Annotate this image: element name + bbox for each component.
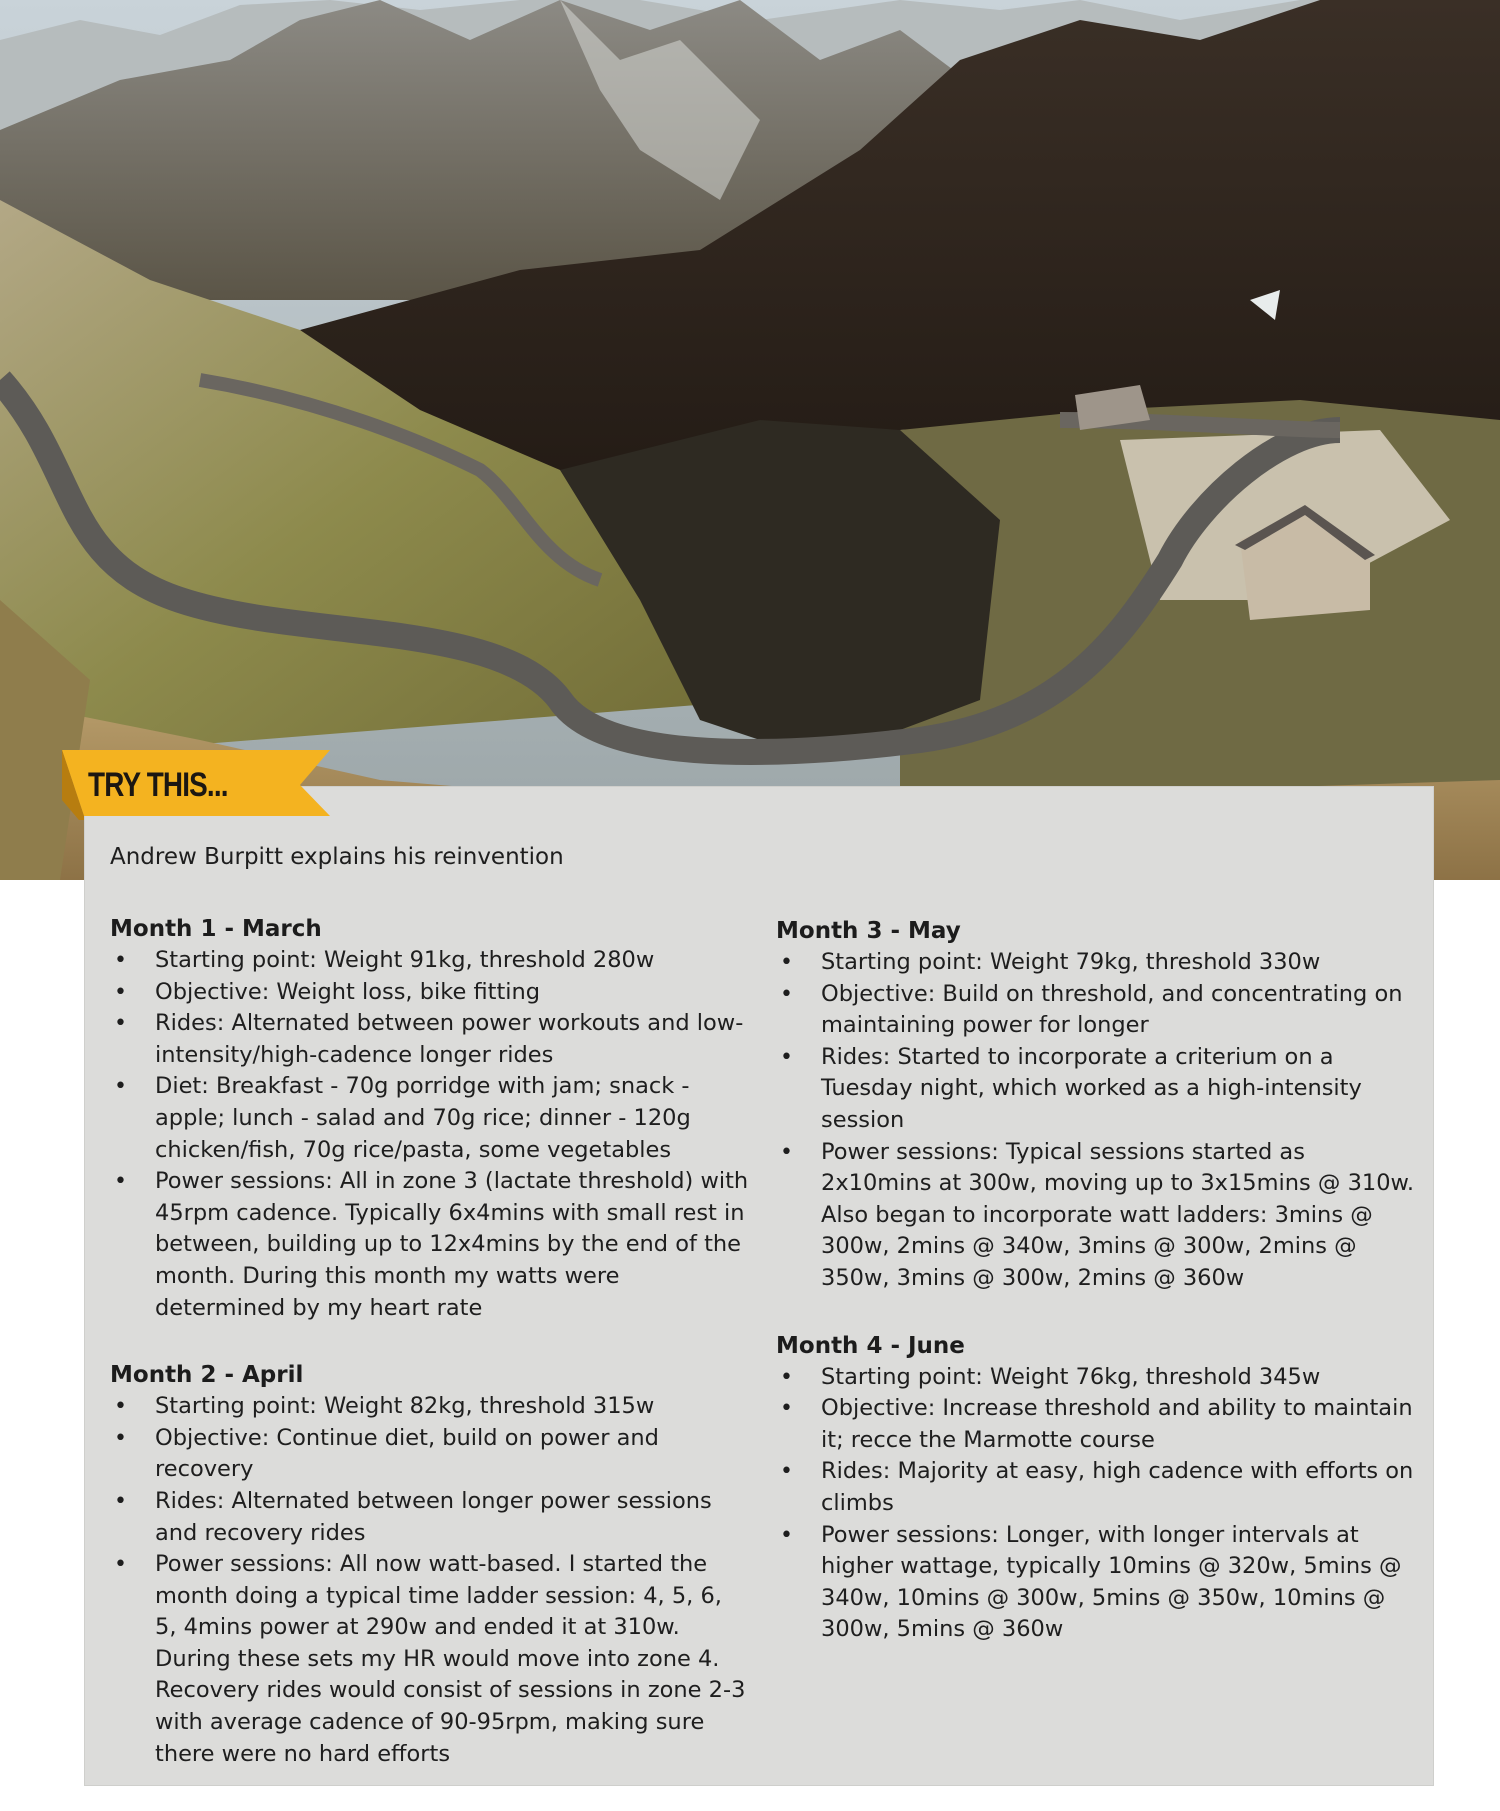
month-title: Month 2 - April: [110, 1362, 304, 1389]
list-item: • Starting point: Weight 91kg, threshold 280w: [110, 945, 750, 977]
list-item: • Rides: Alternated between power workouts and low-intensity/high-cadence longer rides: [110, 1008, 750, 1071]
list-item: • Starting point: Weight 76kg, threshold 345w: [776, 1362, 1416, 1394]
list-item: • Objective: Increase threshold and ability to maintain it; recce the Marmotte course: [776, 1393, 1416, 1456]
list-item: • Diet: Breakfast - 70g porridge with jam; snack - apple; lunch - salad and 70g rice; dinner - 120g chicken/fish, 70g rice/pasta, some vegetables: [110, 1071, 750, 1166]
list-item: • Rides: Majority at easy, high cadence with efforts on climbs: [776, 1456, 1416, 1519]
list-item: • Rides: Alternated between longer power sessions and recovery rides: [110, 1486, 750, 1549]
left-column: [110, 914, 750, 1806]
list-item: • Power sessions: All now watt-based. I started the month doing a typical time ladder session: 4, 5, 6, 5, 4mins power at 290w and ended it at 310w. During these sets my HR would move into zone 4. Recovery rides would consist of sessions in zone 2-3 with average cadence of 90-95rpm, making sure there were no hard efforts: [110, 1549, 750, 1770]
month-section: [776, 1331, 1416, 1646]
month-section: [776, 916, 1416, 1295]
list-item: • Power sessions: All in zone 3 (lactate threshold) with 45rpm cadence. Typically 6x4mins with small rest in between, building up to 12x4mins by the end of the month. During this month my watts were determined by my heart rate: [110, 1166, 750, 1324]
list-item: • Starting point: Weight 79kg, threshold 330w: [776, 947, 1416, 979]
month-items: [110, 945, 750, 1324]
month-title: Month 1 - March: [110, 916, 322, 942]
try-this-banner: [62, 750, 330, 820]
list-item: • Objective: Weight loss, bike fitting: [110, 977, 750, 1009]
month-title: Month 3 - May: [776, 918, 961, 944]
month-items: [776, 1362, 1416, 1646]
try-this-panel: [84, 786, 1434, 1786]
list-item: • Rides: Started to incorporate a criterium on a Tuesday night, which worked as a high-intensity session: [776, 1042, 1416, 1137]
list-item: • Objective: Continue diet, build on power and recovery: [110, 1423, 750, 1486]
month-title: Month 4 - June: [776, 1332, 965, 1359]
byline: Andrew Burpitt explains his reinvention: [110, 844, 564, 870]
month-section: [110, 1360, 750, 1770]
list-item: • Objective: Build on threshold, and concentrating on maintaining power for longer: [776, 979, 1416, 1042]
month-items: [110, 1391, 750, 1770]
mountain-pass-photo: [0, 0, 1500, 880]
list-item: • Power sessions: Longer, with longer intervals at higher wattage, typically 10mins @ 320w, 5mins @ 340w, 10mins @ 300w, 5mins @ 350w, 10mins @ 300w, 5mins @ 360w: [776, 1520, 1416, 1646]
month-items: [776, 947, 1416, 1295]
banner-label: TRY THIS...: [88, 766, 228, 804]
list-item: • Starting point: Weight 82kg, threshold 315w: [110, 1391, 750, 1423]
list-item: • Power sessions: Typical sessions started as 2x10mins at 300w, moving up to 3x15mins @ 310w. Also began to incorporate watt ladders: 3mins @ 300w, 2mins @ 340w, 3mins @ 300w, 2mins @ 350w, 3mins @ 300w, 2mins @ 360w: [776, 1137, 1416, 1295]
right-column: [776, 916, 1416, 1682]
month-section: [110, 914, 750, 1324]
